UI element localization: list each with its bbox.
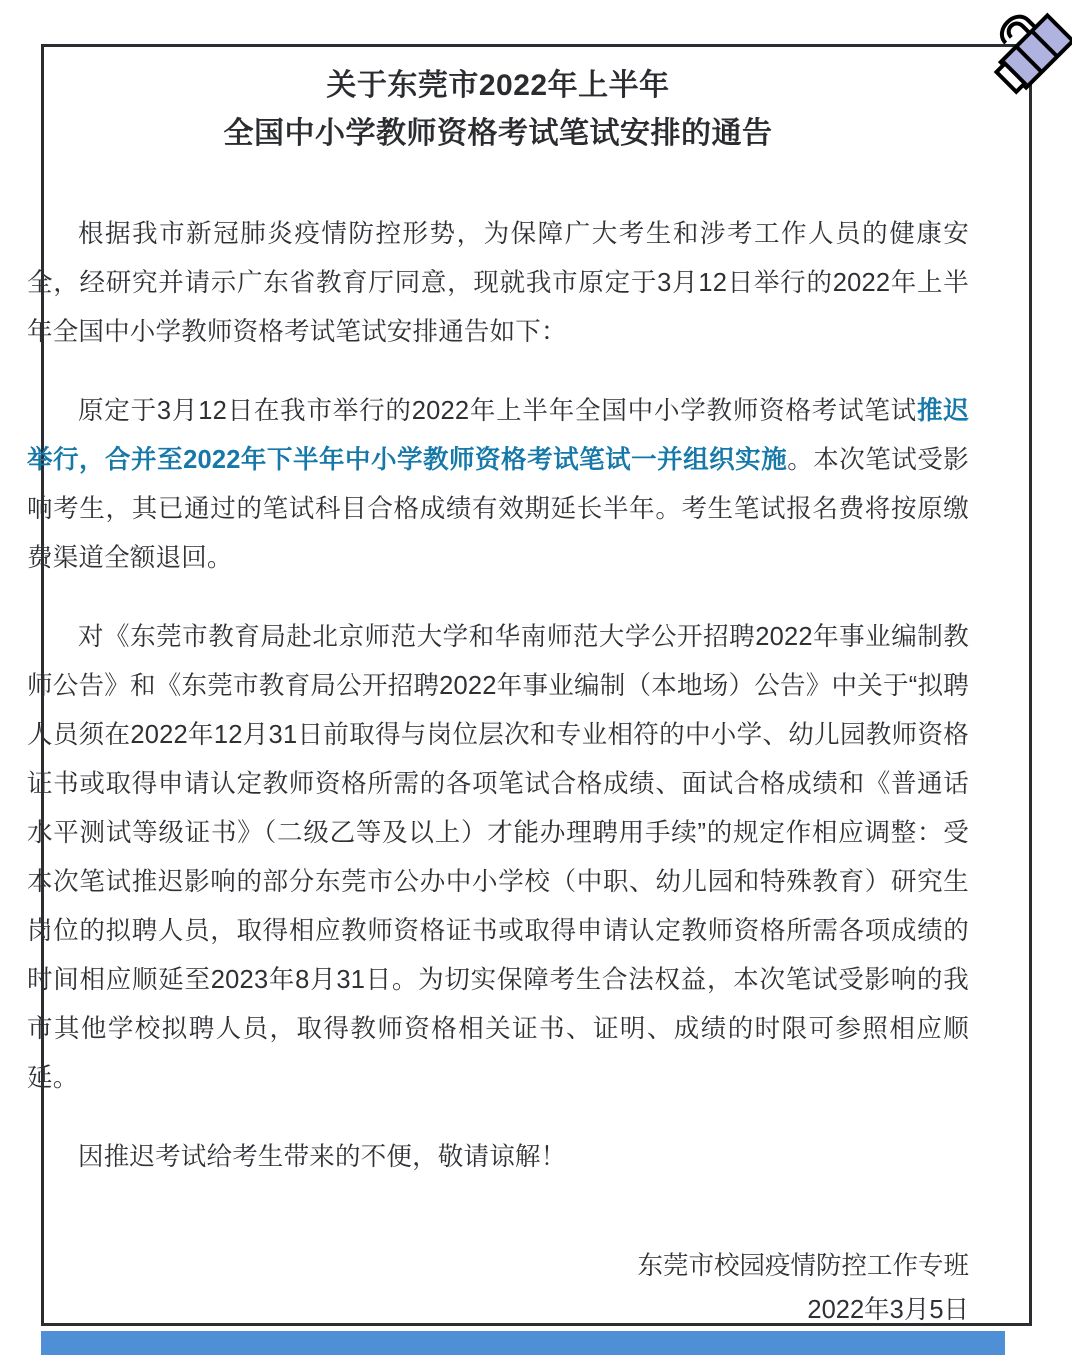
paragraph-1 xyxy=(27,210,969,357)
paragraph-4-run-1: 因推迟考试给考生带来的不便，敬请谅解！ xyxy=(78,1143,567,1171)
page-title-line-1: 关于东莞市2022年上半年 xyxy=(326,69,670,102)
paragraph-2 xyxy=(27,387,969,583)
paragraph-3 xyxy=(27,613,969,1103)
paragraph-2-highlight: 推迟举行，合并至2022年下半年中小学教师资格考试笔试一并组织实施 xyxy=(27,397,969,474)
paragraph-4 xyxy=(27,1133,969,1182)
signature-issuer: 东莞市校园疫情防控工作专班 xyxy=(637,1252,969,1280)
page-title xyxy=(27,0,969,158)
paragraph-2-run-3: 。本次笔试受影响考生，其已通过的笔试科目合格成绩有效期延长半年。考生笔试报名费将按原缴费渠道全额退回。 xyxy=(27,446,969,572)
signature-date: 2022年3月5日 xyxy=(807,1296,969,1324)
body-paragraphs xyxy=(27,210,969,1182)
signature-block xyxy=(27,1244,969,1332)
paragraph-3-run-1: 对《东莞市教育局赴北京师范大学和华南师范大学公开招聘2022年事业编制教师公告》和《东莞市教育局公开招聘2022年事业编制（本地场）公告》中关于“拟聘人员须在2022年12月31日前取得与岗位层次和专业相符的中小学、幼儿园教师资格证书或取得申请认定教师资格所需的各项笔试合格成绩、面试合格成绩和《普通话水平测试等级证书》（二级乙等及以上）才能办理聘用手续”的规定作相应调整：受本次笔试推迟影响的部分东莞市公办中小学校（中职、幼儿园和特殊教育）研究生岗位的拟聘人员，取得相应教师资格证书或取得申请认定教师资格所需各项成绩的时间相应顺延至2023年8月31日。为切实保障考生合法权益，本次笔试受影响的我市其他学校拟聘人员，取得教师资格相关证书、证明、成绩的时限可参照相应顺延。 xyxy=(27,623,969,1092)
page-title-line-2: 全国中小学教师资格考试笔试安排的通告 xyxy=(223,117,773,150)
document-body xyxy=(27,0,969,1370)
paragraph-2-run-1: 原定于3月12日在我市举行的2022年上半年全国中小学教师资格考试笔试 xyxy=(78,397,917,425)
paragraph-1-run-1: 根据我市新冠肺炎疫情防控形势，为保障广大考生和涉考工作人员的健康安全，经研究并请示广东省教育厅同意，现就我市原定于3月12日举行的2022年上半年全国中小学教师资格考试笔试安排通告如下： xyxy=(27,220,969,346)
